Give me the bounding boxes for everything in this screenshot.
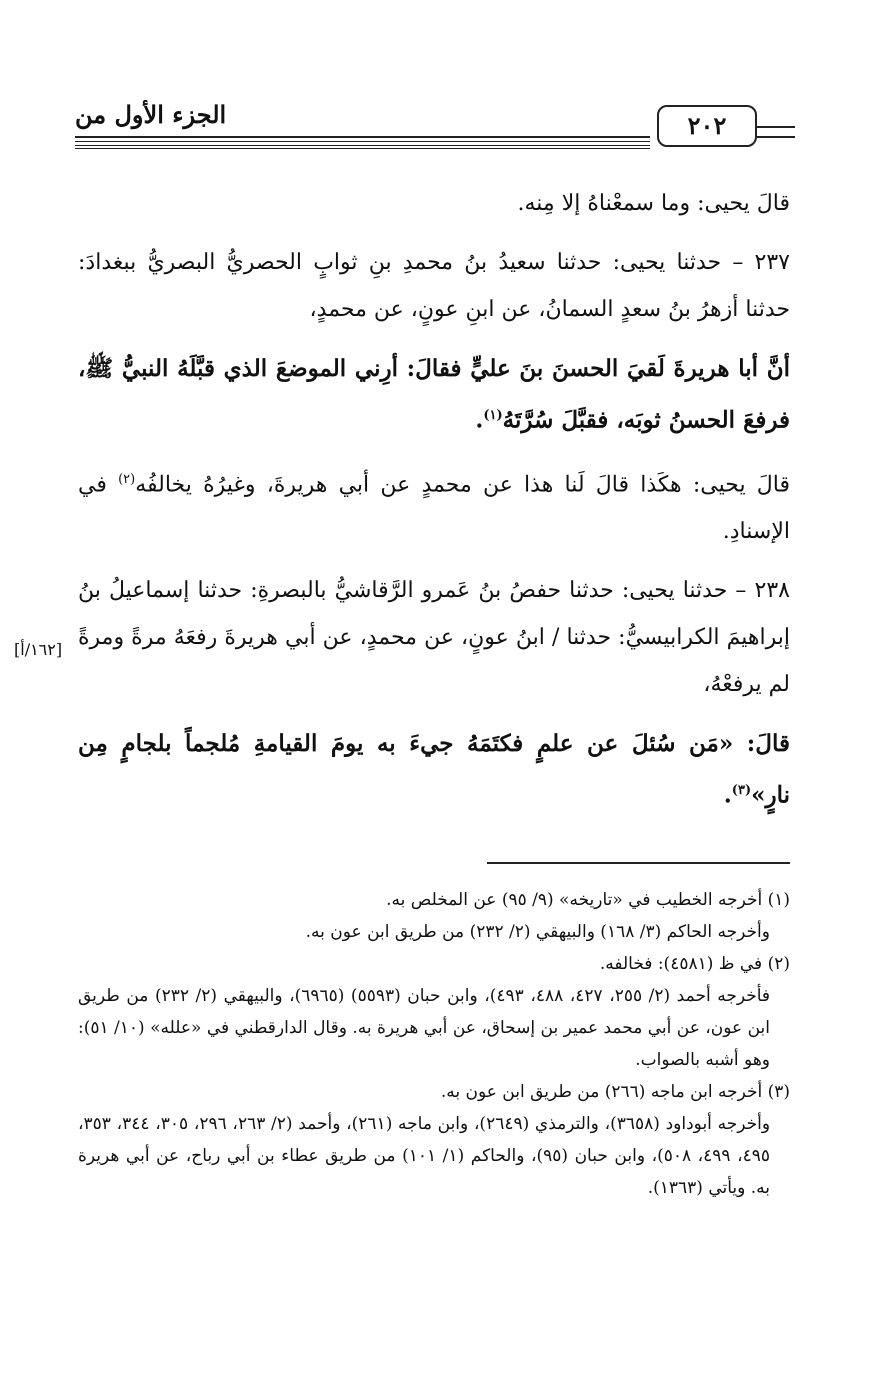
- footnote-3-cont: وأخرجه أبوداود (٣٦٥٨)، والترمذي (٢٦٤٩)، وابن ماجه (٢٦١)، وأحمد (٢/ ٢٦٣، ٢٩٦، ٣٠٥، ٣٤٤، ٣٥٣، ٤٩٥، ٤٩٩، ٥٠٨)، وابن حبان (٩٥)، والحاكم (١/ ١٠١) من طريق عطاء بن أبي رباح، عن أبي هريرة به. ويأتي (١٣٦٣).: [78, 1114, 771, 1198]
- punct: .: [475, 406, 484, 434]
- main-text: [78, 180, 790, 819]
- header-rule: [75, 145, 650, 146]
- footnote-3: (٣) أخرجه ابن ماجه (٢٦٦) من طريق ابن عون به.: [440, 1082, 790, 1102]
- hadith-237-isnad: ٢٣٧ – حدثنا يحيى: حدثنا سعيدُ بنُ محمدِ بنِ ثوابٍ الحصريُّ البصريُّ ببغدادَ: حدثنا أزهرُ بنُ سعدٍ السمانُ، عن ابنِ عونٍ، عن محمدٍ،: [78, 250, 790, 322]
- paragraph: قالَ يحيى: وما سمعْناهُ إلا مِنه.: [517, 191, 790, 216]
- header-rule: [75, 136, 650, 138]
- header-rule: [75, 148, 650, 149]
- footnote-marker: (٣): [731, 782, 752, 798]
- hadith-238-isnad: ٢٣٨ – حدثنا يحيى: حدثنا حفصُ بنُ عَمرو الرَّقاشيُّ بالبصرةِ: حدثنا إسماعيلُ بنُ إبراهيمَ الكرابيسيُّ: حدثنا / ابنُ عونٍ، عن محمدٍ، عن أبي هريرةَ رفعَهُ مرةً ومرةً لم يرفعْهُ،: [78, 577, 790, 697]
- matn-text: أنَّ أبا هريرةَ لَقيَ الحسنَ بنَ عليٍّ فقالَ: أرِني الموضعَ الذي قبَّلَهُ النبيُّ ﷺ، فرفعَ الحسنُ ثوبَه، فقبَّلَ سُرَّتَهُ: [78, 355, 790, 434]
- footnotes: [78, 884, 790, 1204]
- footnote-1-cont: وأخرجه الحاكم (٣/ ١٦٨) والبيهقي (٢/ ٢٣٢) من طريق ابن عون به.: [305, 922, 770, 942]
- comment-text-end: في الإسنادِ.: [78, 471, 790, 544]
- page-header: [75, 100, 795, 160]
- page-number: ٢٠٢: [657, 105, 757, 147]
- footnote-1: (١) أخرجه الخطيب في «تاريخه» (٩/ ٩٥) عن المخلص به.: [386, 890, 790, 910]
- matn-text: قالَ: «مَن سُئلَ عن علمٍ فكتَمَهُ جيءَ به يومَ القيامةِ مُلجماً بلجامٍ مِن نارٍ»: [78, 729, 790, 809]
- paragraph: [78, 456, 790, 555]
- header-rule: [75, 141, 650, 142]
- punct: .: [723, 781, 732, 809]
- hadith-238-matn: [78, 720, 790, 819]
- footnote-2: (٢) في ظ (٤٥٨١): فخالفه.: [599, 954, 790, 974]
- hadith-237-matn: [78, 345, 790, 444]
- footnote-marker: (٢): [118, 471, 136, 487]
- running-title: الجزء الأول من: [75, 100, 227, 129]
- comment-text: قالَ يحيى: هكَذا قالَ لَنا هذا عن محمدٍ عن أبي هريرةَ، وغيرُهُ يخالفُه: [135, 471, 790, 497]
- header-rule-right: [757, 126, 795, 138]
- footnote-separator: [487, 862, 790, 864]
- footnote-2-cont: فأخرجه أحمد (٢/ ٢٥٥، ٤٢٧، ٤٨٨، ٤٩٣)، وابن حبان (٥٥٩٣) (٦٩٦٥)، والبيهقي (٢/ ٢٣٢) من طريق ابن عون، عن أبي محمد عمير بن إسحاق، عن أبي هريرة به. وقال الدارقطني في «علله» (١٠/ ٥١): وهو أشبه بالصواب.: [78, 986, 771, 1070]
- footnote-marker: (١): [483, 408, 503, 423]
- manuscript-folio-ref: [١٦٢/أ]: [14, 640, 63, 659]
